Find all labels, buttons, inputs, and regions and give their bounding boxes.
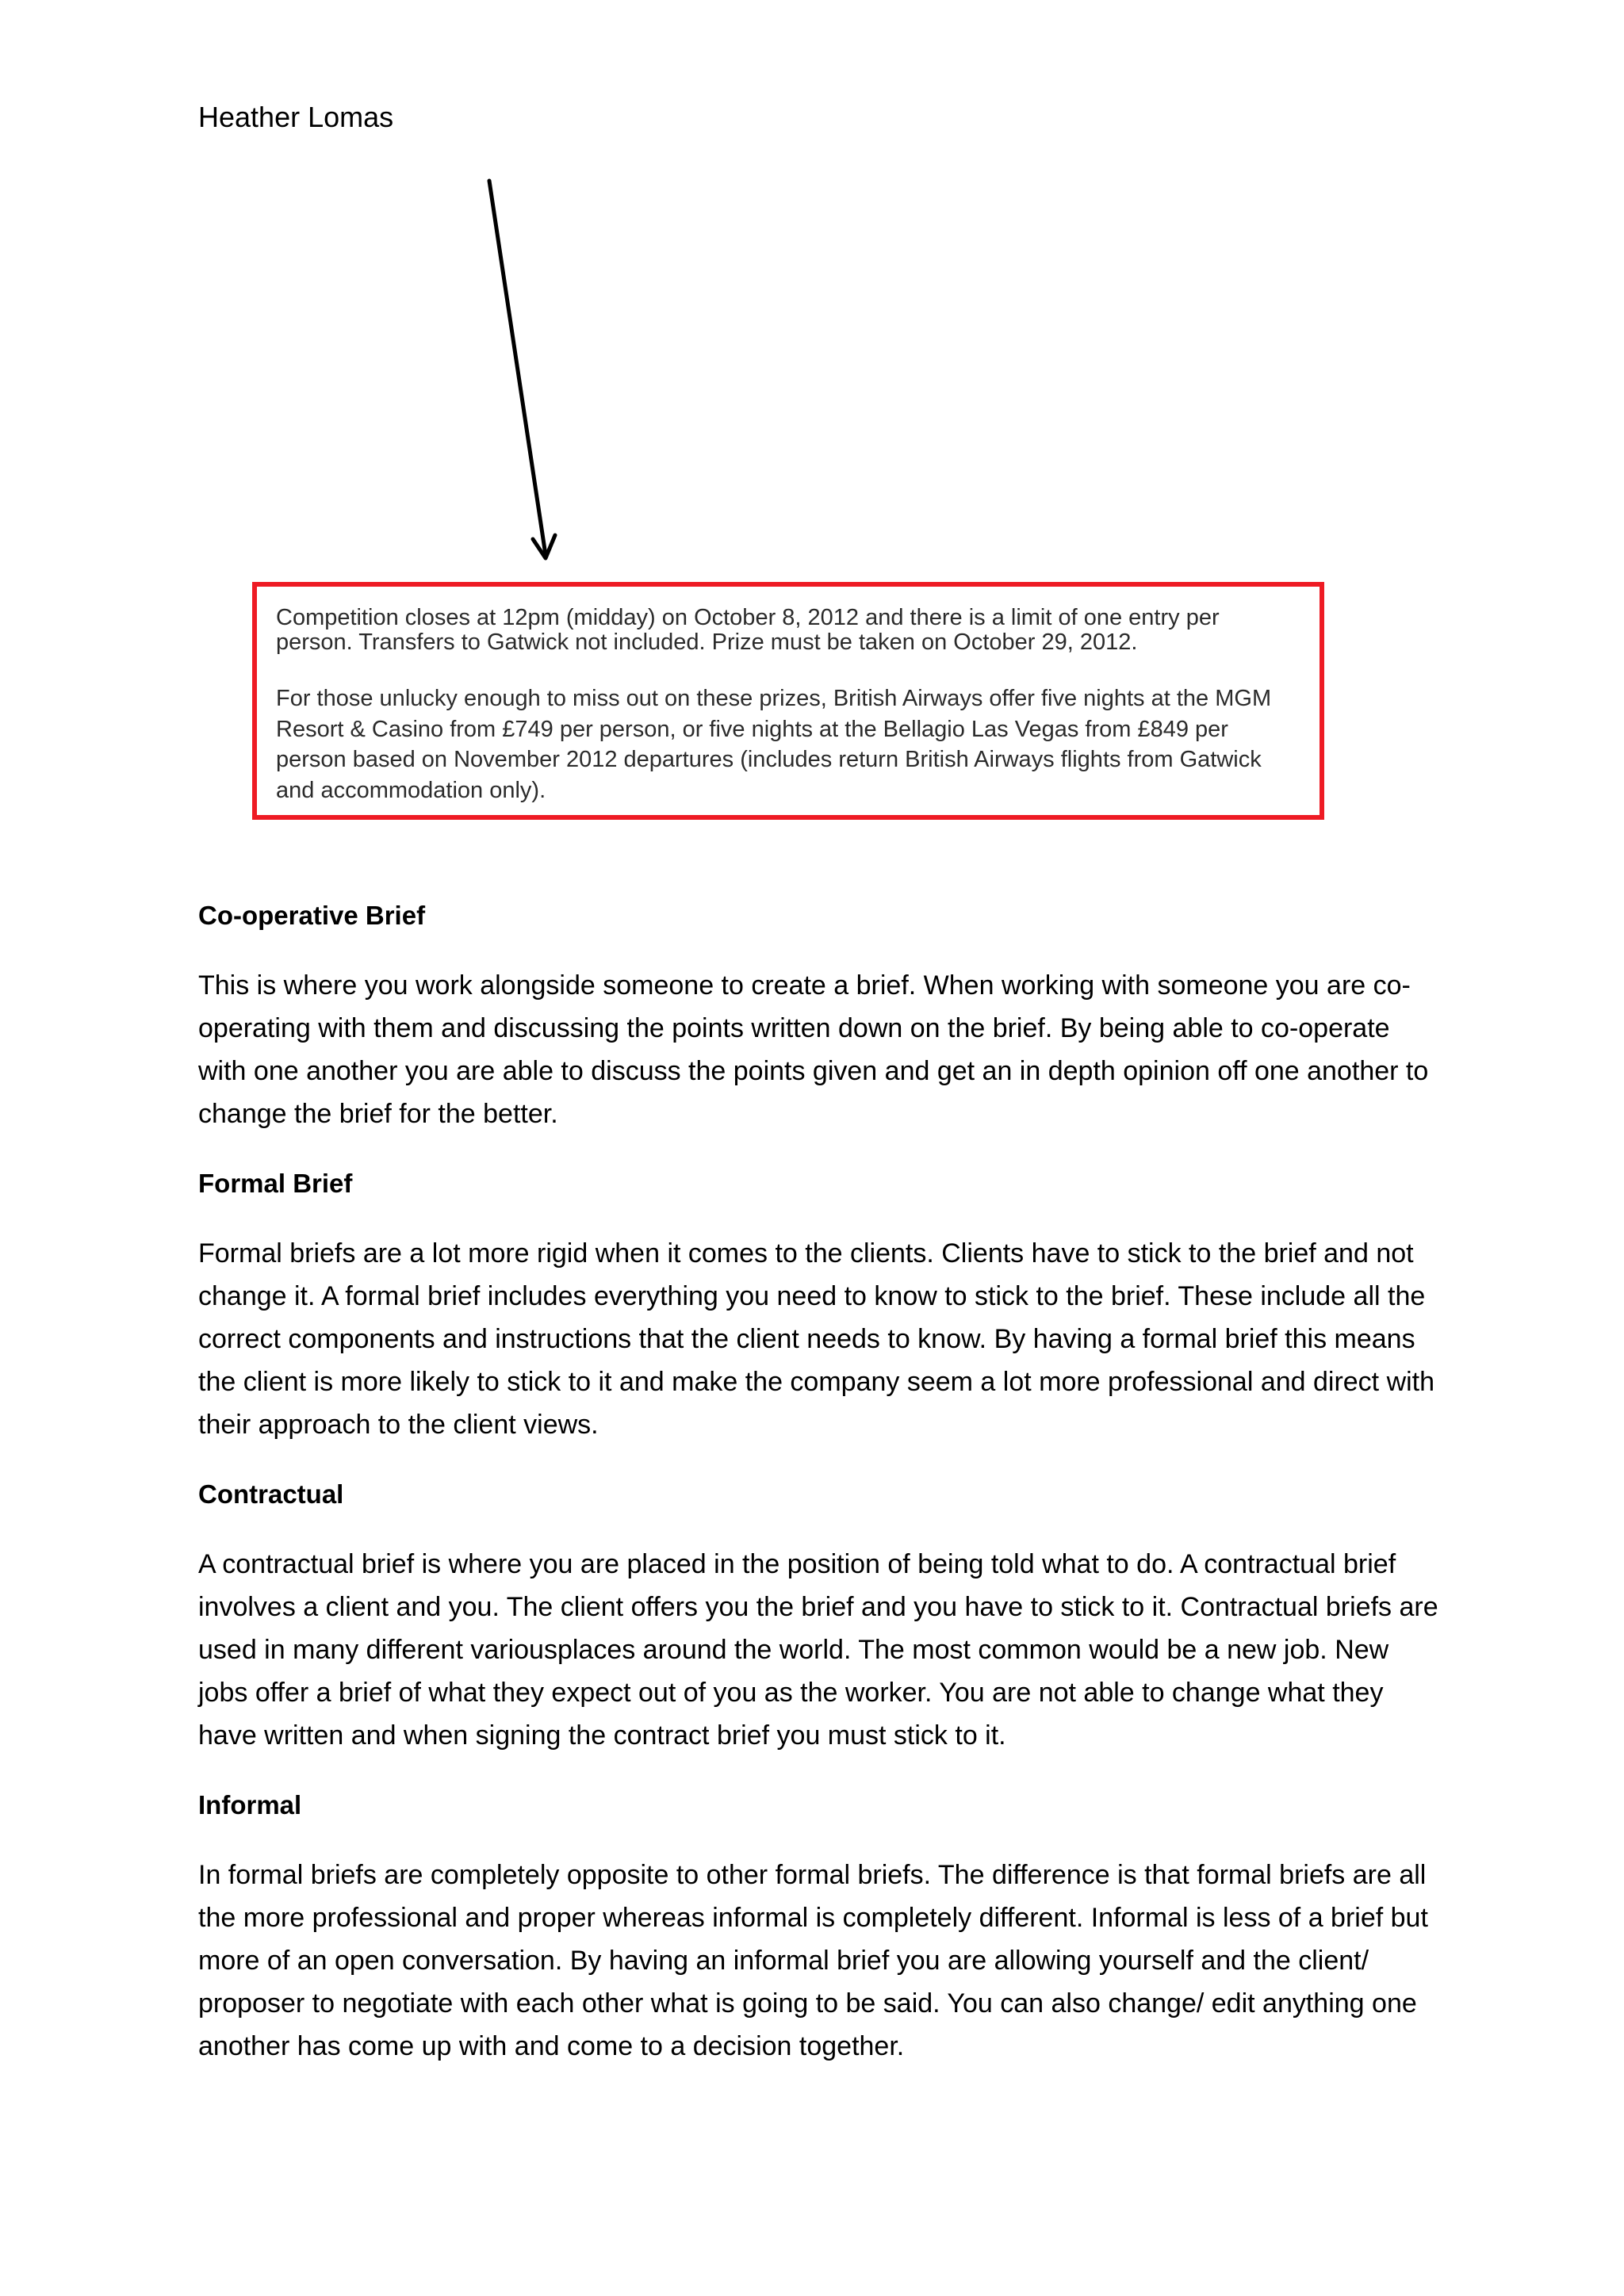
section-heading: Informal <box>198 1790 302 1820</box>
section-paragraph: This is where you work alongside someone to create a brief. When working with someone you are co-operating with them and discussing the points written down on the brief. By being able to co-operate with one another you are able to discuss the points given and get an in depth opinion off one another to change the brief for the better. <box>198 970 1429 1129</box>
section-heading: Formal Brief <box>198 1169 353 1198</box>
section-paragraph: In formal briefs are completely opposite to other formal briefs. The difference is that formal briefs are all the more professional and proper whereas informal is completely different. Informal is less of a brief but more of an open conversation. By having an informal brief you are allowing yourself and the client/ proposer to negotiate with each other what is going to be said. You can also change/ edit anything one another has come up with and come to a decision together. <box>198 1860 1428 2061</box>
section-heading: Contractual <box>198 1479 344 1509</box>
section-paragraph: A contractual brief is where you are placed in the position of being told what to do. A contractual brief involves a client and you. The client offers you the brief and you have to stick to it. Contractual briefs are used in many different variousplaces around the world. The most common would be a new job. New jobs offer a brief of what they expect out of you as the worker. You are not able to change what they have written and when signing the contract brief you must stick to it. <box>198 1549 1438 1751</box>
document-body <box>198 894 1443 2095</box>
author-name: Heather Lomas <box>198 101 394 133</box>
section-paragraph: Formal briefs are a lot more rigid when it comes to the clients. Clients have to stick to the brief and not change it. A formal brief includes everything you need to know to stick to the brief. These include all the correct components and instructions that the client needs to know. By having a formal brief this means the client is more likely to stick to it and make the company seem a lot more professional and direct with their approach to the client views. <box>198 1238 1435 1440</box>
competition-terms-screenshot <box>252 582 1324 820</box>
offer-paragraph: For those unlucky enough to miss out on these prizes, British Airways offer five nights at the MGM Resort & Casino from £749 per person, or five nights at the Bellagio Las Vegas from £849 per person based on November 2012 departures (includes return British Airways flights from Gatwick and accommodation only). <box>276 686 1272 803</box>
section-heading: Co-operative Brief <box>198 901 426 930</box>
terms-paragraph: Competition closes at 12pm (midday) on October 8, 2012 and there is a limit of one entry per person. Transfers to Gatwick not included. Prize must be taken on October 29, 2012. <box>276 605 1220 655</box>
arrow-icon <box>0 0 1624 603</box>
